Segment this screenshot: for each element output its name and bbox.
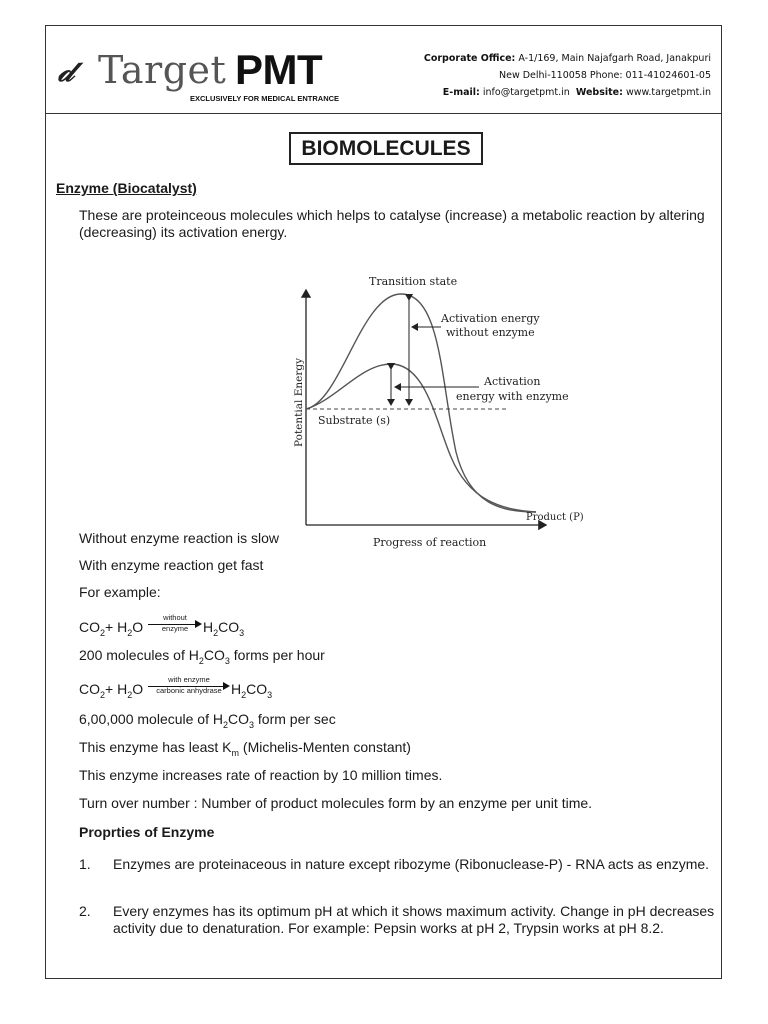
page-title: BIOMOLECULES <box>289 132 483 165</box>
email: info@targetpmt.in <box>482 87 570 98</box>
act-without-label-1: Activation energy <box>441 312 540 325</box>
website-label: Website: <box>575 87 623 98</box>
office-line2: New Delhi-110058 Phone: 011-41024601-05 <box>499 70 711 81</box>
line-200-molecules: 200 molecules of $H_2CO_3$ forms per hour <box>79 647 325 666</box>
logo-mark: 𝒹 <box>58 54 74 89</box>
targetpmt-logo <box>58 48 358 104</box>
y-axis-label: Potential Energy <box>293 357 305 447</box>
intro-paragraph: These are proteinceous molecules which helps to catalyse (increase) a metabolic reaction by altering (decreasing) its activation energy. <box>79 207 705 240</box>
list-item-text: Enzymes are proteinaceous in nature except ribozyme (Ribonuclease-P) - RNA acts as enzyme. <box>113 856 710 872</box>
logo-bold: PMT <box>235 46 323 93</box>
x-axis-label: Progress of reaction <box>373 536 487 549</box>
logo-tagline: EXCLUSIVELY FOR MEDICAL ENTRANCE <box>190 94 340 103</box>
act-without-label-2: without enzyme <box>446 326 535 339</box>
email-label: E-mail: <box>442 87 480 98</box>
arrow-1-below: enzyme <box>161 624 189 633</box>
arrow-2-above: with enzyme <box>168 675 210 684</box>
page-frame <box>45 25 722 979</box>
energy-graph <box>291 272 591 552</box>
act-with-label-2: energy with enzyme <box>456 390 569 403</box>
reaction-arrow-1 <box>148 613 202 634</box>
arrow-1-above: without <box>163 613 187 622</box>
line-without-enzyme: Without enzyme reaction is slow <box>79 530 279 546</box>
equation-2: $CO_2+ H_2O$ with enzyme carbonic anhydrase $H_2CO_3$ <box>79 675 273 700</box>
office-label: Corporate Office: <box>423 53 516 64</box>
line-km: This enzyme has least $K_m$ (Michelis-Menten constant) <box>79 739 411 758</box>
reaction-arrow-2 <box>148 675 230 696</box>
website: www.targetpmt.in <box>625 87 711 98</box>
act-with-label-1: Activation <box>484 375 541 388</box>
substrate-label: Substrate (s) <box>318 414 391 427</box>
logo-word: Target <box>98 48 227 92</box>
line-rate: This enzyme increases rate of reaction by 10 million times. <box>79 767 443 783</box>
arrow-2-below: carbonic anhydrase <box>156 686 222 695</box>
list-item-text: Every enzymes has its optimum pH at which it shows maximum activity. Change in pH decreases activity due to denaturation. For example: Pepsin works at pH 2, Trypsin works at pH 8.2. <box>113 903 715 936</box>
equation-1: $CO_2+ H_2O$ without enzyme $H_2CO_3$ <box>79 613 245 638</box>
office-info <box>424 50 711 101</box>
list-item-number: 1. <box>79 856 91 872</box>
line-600000-molecules: 6,00,000 molecule of $H_2CO_3$ form per sec <box>79 711 336 730</box>
product-label: Product (P) <box>526 512 584 523</box>
transition-label: Transition state <box>369 275 458 288</box>
properties-heading: Proprties of Enzyme <box>79 824 215 840</box>
line-with-enzyme: With enzyme reaction get fast <box>79 557 264 573</box>
list-item-number: 2. <box>79 903 91 919</box>
page-header <box>46 26 721 114</box>
office-address: A-1/169, Main Najafgarh Road, Janakpuri <box>518 53 711 64</box>
section-heading: Enzyme (Biocatalyst) <box>56 180 197 196</box>
line-for-example: For example: <box>79 584 161 600</box>
line-turnover: Turn over number : Number of product molecules form by an enzyme per unit time. <box>79 795 593 811</box>
